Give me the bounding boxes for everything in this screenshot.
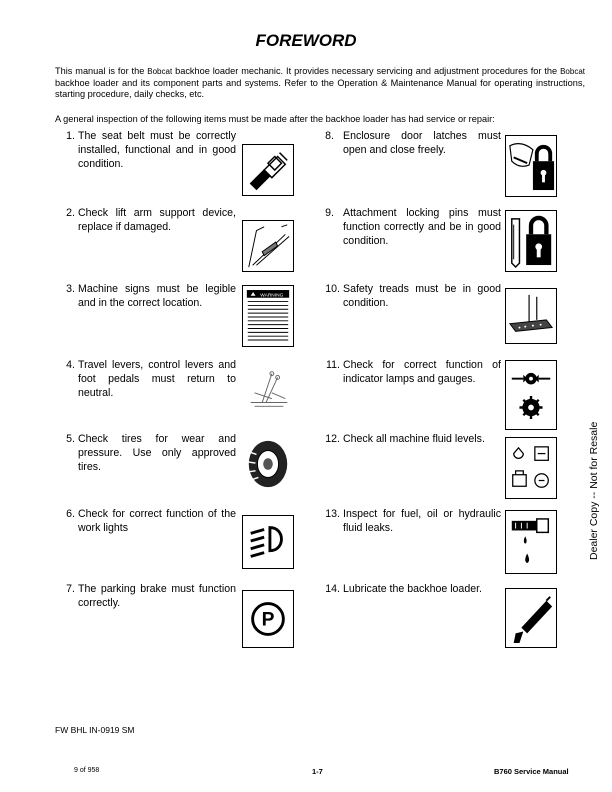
fluid-levels-icon — [505, 437, 557, 499]
item-number: 13. — [325, 508, 340, 520]
seat-belt-icon — [242, 144, 294, 196]
item-text: Attachment locking pins must function correctly and be in good condition. — [343, 207, 501, 247]
brand-name: Bobcat — [147, 67, 173, 76]
page-title: FOREWORD — [255, 31, 357, 50]
page-count: 9 of 958 — [74, 767, 100, 774]
locking-pin-lock-icon — [505, 210, 557, 272]
item-number: 1. — [66, 130, 75, 142]
intro-text-a: This manual is for the — [55, 66, 148, 76]
item-text: Check tires for wear and pressure. Use only approved tires. — [78, 433, 236, 473]
item-text: Check lift arm support device, replace if damaged. — [78, 207, 236, 233]
intro-text-c: backhoe loader and its component parts and systems. Refer to the Operation & Maintenance Manual for operating instructions, starting procedure, daily checks, etc. — [55, 77, 585, 99]
manual-name: B760 Service Manual — [494, 767, 569, 776]
item-number: 4. — [66, 359, 75, 371]
item-number: 10. — [325, 283, 340, 295]
brand-name: Bobcat — [560, 67, 585, 76]
item-number: 11. — [326, 359, 340, 371]
item-text: Check all machine fluid levels. — [343, 433, 485, 445]
item-text: Lubricate the backhoe loader. — [343, 583, 482, 595]
item-number: 6. — [66, 508, 75, 520]
item-number: 8. — [325, 130, 334, 142]
item-text: The parking brake must function correctly. — [78, 583, 236, 609]
item-number: 12. — [325, 433, 340, 445]
intro-text-b: backhoe loader mechanic. It provides necessary servicing and adjustment procedures for the — [172, 66, 561, 76]
inspection-intro: A general inspection of the following items must be made after the backhoe loader has had service or repair: — [55, 114, 495, 124]
item-number: 3. — [66, 283, 75, 295]
item-text: Check for correct function of the work lights — [78, 508, 236, 534]
page-number: 1-7 — [312, 767, 323, 776]
safety-tread-icon — [505, 288, 557, 344]
tire-icon — [242, 438, 294, 490]
intro-paragraph — [55, 66, 585, 101]
parking-brake-icon — [242, 590, 294, 648]
item-number: 2. — [66, 207, 75, 219]
item-text: Enclosure door latches must open and close freely. — [343, 130, 501, 156]
item-number: 5. — [66, 433, 75, 445]
grease-gun-icon — [505, 588, 557, 648]
item-text: Machine signs must be legible and in the correct location. — [78, 283, 236, 309]
warning-sign-icon — [242, 285, 294, 347]
item-number: 9. — [325, 207, 334, 219]
item-text: Safety treads must be in good condition. — [343, 283, 501, 309]
item-number: 7. — [66, 583, 75, 595]
item-text: Check for correct function of indicator lamps and gauges. — [343, 359, 501, 385]
dealer-copy-note: Dealer Copy -- Not for Resale — [588, 421, 600, 560]
sign-label: WARNING — [260, 293, 284, 299]
document-code: FW BHL IN-0919 SM — [55, 725, 135, 735]
item-text: The seat belt must be correctly installed, functional and in good condition. — [78, 130, 236, 170]
indicator-lamps-icon — [505, 360, 557, 430]
item-text: Travel levers, control levers and foot pedals must return to neutral. — [78, 359, 236, 399]
item-number: 14. — [325, 583, 340, 595]
fluid-leak-icon — [505, 510, 557, 574]
svg-text:P: P — [261, 609, 275, 631]
work-light-icon — [242, 515, 294, 569]
lift-arm-support-icon — [242, 220, 294, 272]
item-text: Inspect for fuel, oil or hydraulic fluid leaks. — [343, 508, 501, 534]
control-levers-icon — [242, 363, 294, 415]
door-latch-lock-icon — [505, 135, 557, 197]
